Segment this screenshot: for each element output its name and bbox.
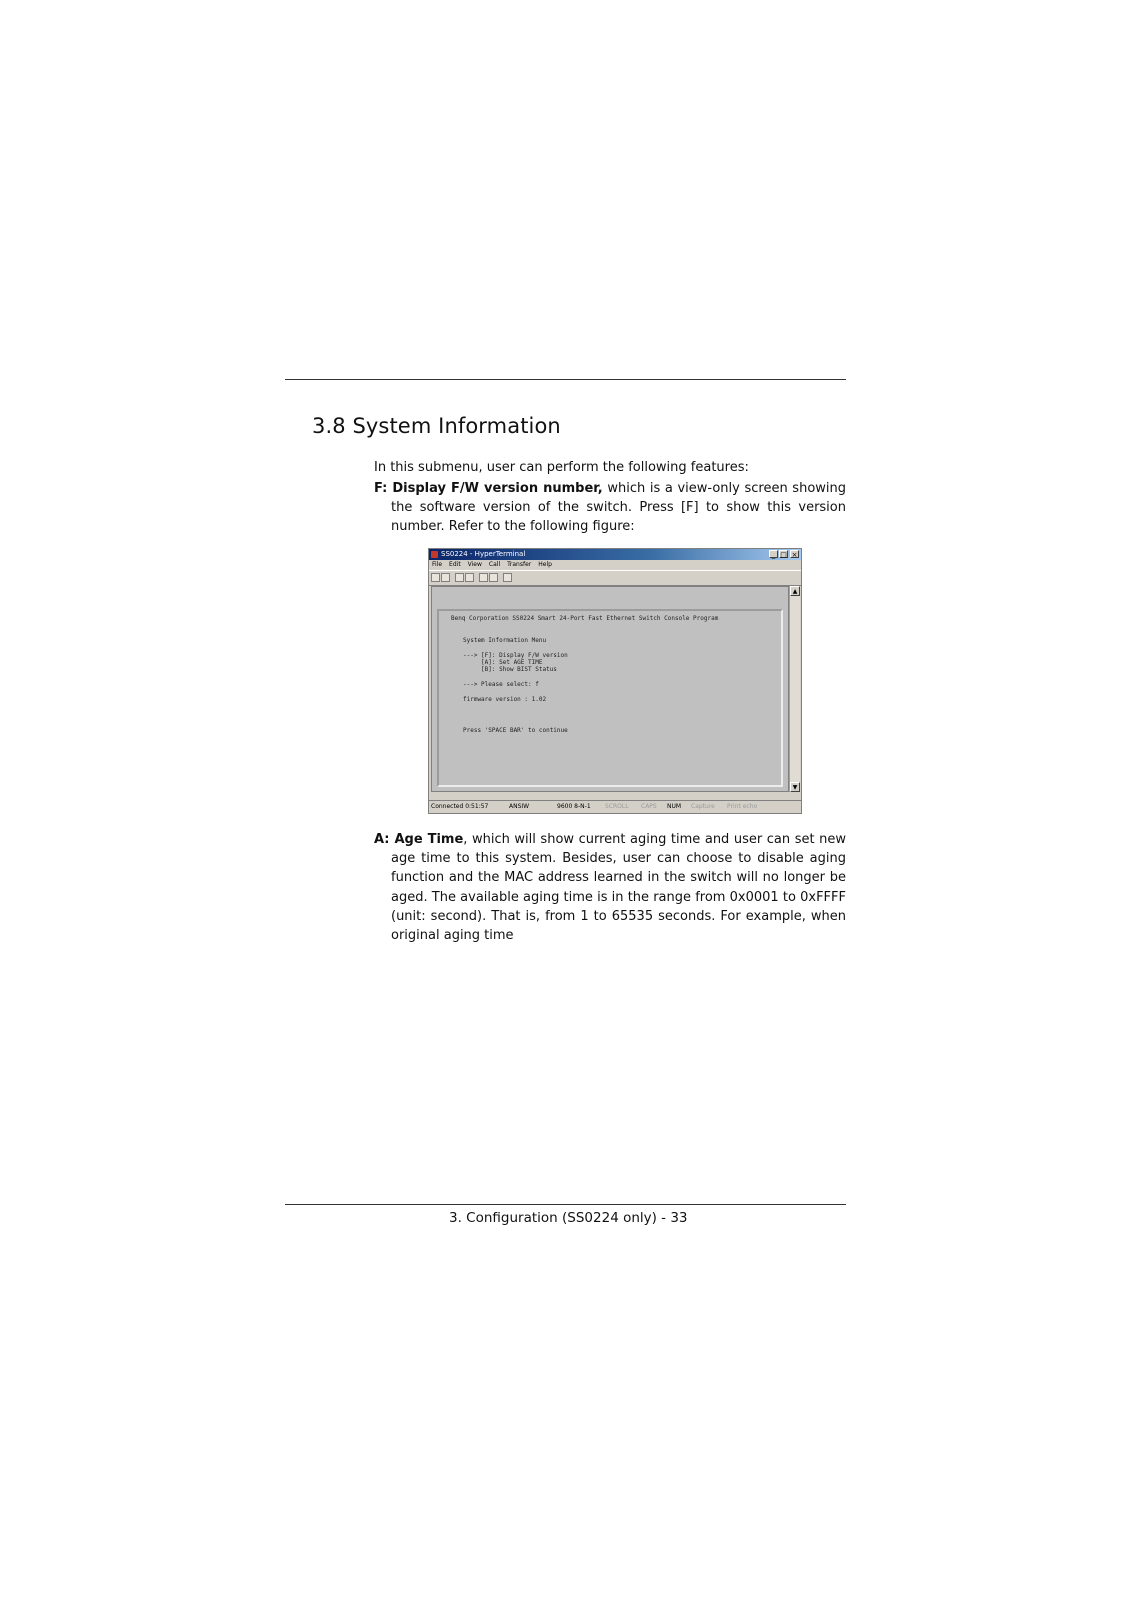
terminal-line: System Information Menu <box>463 637 547 644</box>
status-connected: Connected 0:51:57 <box>431 803 489 810</box>
item-f-lead: F: Display F/W version number, <box>374 481 603 496</box>
toolbar <box>429 570 801 586</box>
connect-icon[interactable] <box>455 573 464 582</box>
item-display-fw-version <box>374 479 846 537</box>
terminal-line: Benq Corporation SS0224 Smart 24-Port Fast Ethernet Switch Console Program <box>451 615 719 622</box>
terminal-line: ---> Please select: f <box>463 681 539 688</box>
disconnect-icon[interactable] <box>465 573 474 582</box>
top-rule <box>285 379 846 380</box>
window-title: SS0224 - HyperTerminal <box>441 550 526 558</box>
status-capture: Capture <box>691 803 715 810</box>
item-age-time <box>374 830 846 945</box>
status-emulation: ANSIW <box>509 803 530 810</box>
menu-help[interactable]: Help <box>538 561 552 568</box>
send-icon[interactable] <box>479 573 488 582</box>
status-print-echo: Print echo <box>727 803 758 810</box>
status-settings: 9600 8-N-1 <box>557 803 591 810</box>
terminal-screen[interactable] <box>437 609 783 787</box>
menu-view[interactable]: View <box>467 561 482 568</box>
terminal-line: ---> [F]: Display F/W version <box>463 652 568 659</box>
status-caps: CAPS <box>641 803 657 810</box>
scroll-up-icon[interactable]: ▲ <box>790 586 800 596</box>
hyperterminal-screenshot <box>428 548 802 814</box>
menu-bar <box>429 560 801 570</box>
menu-edit[interactable]: Edit <box>449 561 461 568</box>
terminal-frame <box>431 586 789 792</box>
terminal-line: firmware version : 1.02 <box>463 696 547 703</box>
status-num: NUM <box>667 803 682 810</box>
section-title: 3.8 System Information <box>312 414 561 438</box>
item-a-lead: A: Age Time <box>374 832 464 847</box>
menu-transfer[interactable]: Transfer <box>507 561 532 568</box>
status-bar <box>429 800 801 813</box>
minimize-button[interactable]: _ <box>769 550 778 558</box>
status-scroll: SCROLL <box>605 803 629 810</box>
properties-icon[interactable] <box>503 573 512 582</box>
terminal-line: [A]: Set AGE TIME <box>463 659 543 666</box>
window-titlebar <box>429 549 801 560</box>
terminal-line: Press 'SPACE BAR' to continue <box>463 727 568 734</box>
intro-paragraph: In this submenu, user can perform the following features: <box>374 460 749 475</box>
new-icon[interactable] <box>431 573 440 582</box>
menu-call[interactable]: Call <box>488 561 501 568</box>
vertical-scrollbar[interactable] <box>789 586 800 792</box>
footer-rule <box>285 1204 846 1205</box>
menu-file[interactable]: File <box>432 561 443 568</box>
scroll-down-icon[interactable]: ▼ <box>790 782 800 792</box>
maximize-button[interactable]: □ <box>780 551 787 559</box>
page-footer: 3. Configuration (SS0224 only) - 33 <box>449 1210 688 1226</box>
hyperterminal-icon <box>431 551 438 558</box>
item-a-text: , which will show current aging time and user can set new age time to this system. Besides, user can choose to disable aging function and the MAC address learned in the switch will no longer be aged. The available aging time is in the range from 0x0001 to 0xFFFF (unit: second). That is, from 1 to 65535 seconds. For example, when original aging time <box>391 832 846 944</box>
close-button[interactable]: × <box>791 551 798 559</box>
receive-icon[interactable] <box>489 573 498 582</box>
open-icon[interactable] <box>441 573 450 582</box>
terminal-line: [B]: Show BIST Status <box>463 666 557 673</box>
item-f-text: which is a view-only screen showing the software version of the switch. Press [F] to show this version number. Refer to the following figure: <box>391 481 847 535</box>
